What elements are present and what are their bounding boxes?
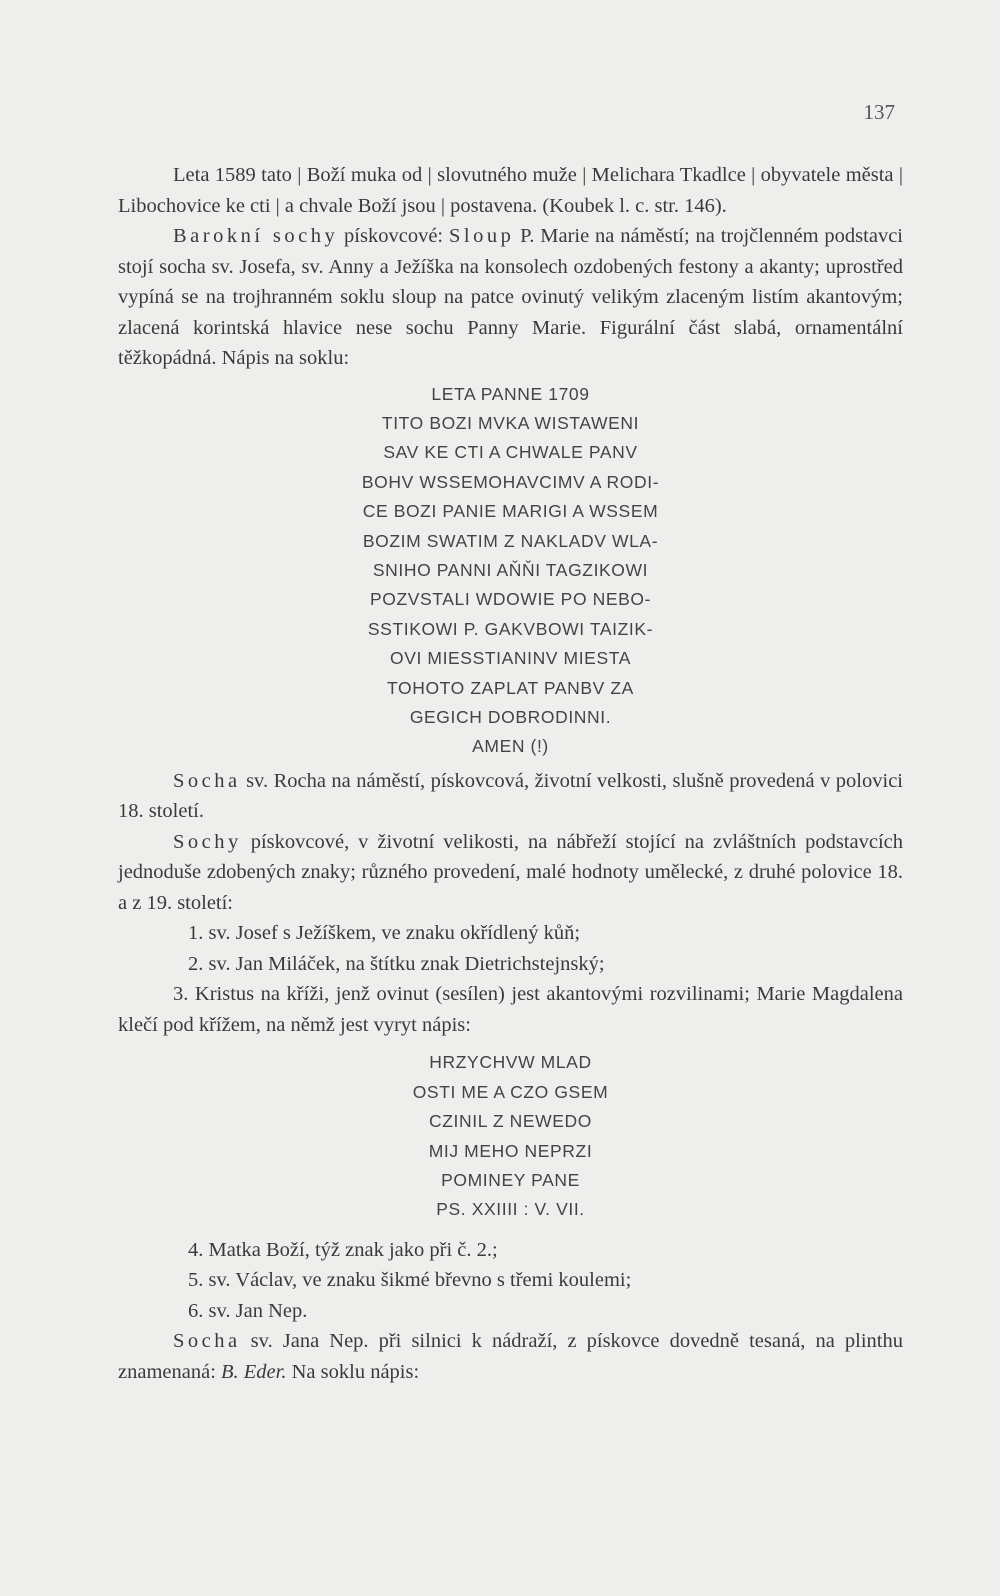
inscription-line: OVI MIESSTIANINV MIESTA	[389, 648, 631, 669]
inscription-1	[118, 380, 903, 762]
inscription-line: POZVSTALI WDOWIE PO NEBO-	[369, 589, 652, 610]
paragraph-2	[118, 221, 903, 374]
signature: B. Eder.	[221, 1360, 287, 1383]
list-item: 2. sv. Jan Miláček, na štítku znak Dietrichstejnský;	[188, 952, 605, 975]
inscription-line: GEGICH DOBRODINNI.	[409, 706, 612, 727]
spaced-heading: Socha	[173, 1330, 241, 1353]
body-text	[118, 160, 903, 1387]
spaced-heading: Socha	[173, 769, 241, 792]
inscription-line: TITO BOZI MVKA WISTAWENI	[381, 412, 640, 433]
inscription-line: BOZIM SWATIM Z NAKLADV WLA-	[362, 530, 659, 551]
list-item: 1. sv. Josef s Ježíškem, ve znaku okřídlený kůň;	[188, 922, 581, 945]
inscription-line: PS. XXIIII : V. VII.	[436, 1199, 585, 1220]
list-item: 4. Matka Boží, týž znak jako při č. 2.;	[188, 1238, 498, 1261]
text-run: sv. Jana Nep. při silnici k nádraží, z pískovce dovedně tesaná, na plinthu znamenaná:	[118, 1330, 903, 1383]
list-item-3: 3. Kristus na kříži, jenž ovinut (sesílen) jest akantovými rozvilinami; Marie Magdalena klečí pod křížem, na němž jest vyryt nápis:	[118, 983, 903, 1036]
text-run: pískovcové, v životní velikosti, na nábřeží stojící na zvláštních podstavcích jednoduše zdobených znaky; různého provedení, malé hodnoty umělecké, z druhé polovice 18. a z 19. století:	[118, 830, 903, 914]
paragraph-1: Leta 1589 tato | Boží muka od | slovutného muže | Melichara Tkadlce | obyvatele města | Libochovice ke cti | a chvale Boží jsou | postavena. (Koubek l. c. str. 146).	[118, 164, 903, 217]
list-item: 6. sv. Jan Nep.	[188, 1299, 308, 1322]
inscription-line: CZINIL Z NEWEDO	[429, 1111, 592, 1132]
inscription-line: OSTI ME A CZO GSEM	[412, 1081, 609, 1102]
paragraph-4	[118, 827, 903, 919]
inscription-line: AMEN (!)	[472, 736, 549, 757]
inscription-line: POMINEY PANE	[441, 1169, 580, 1190]
spaced-heading: Sochy	[173, 830, 242, 853]
spaced-heading: Barokní sochy	[173, 225, 339, 247]
list-item: 5. sv. Václav, ve znaku šikmé břevno s třemi koulemi;	[188, 1269, 632, 1292]
inscription-line: SNIHO PANNI AŇŇI TAGZIKOWI	[372, 559, 649, 580]
inscription-line: LETA PANNE 1709	[431, 383, 590, 404]
text-run: P. Marie na náměstí; na trojčlenném podstavci stojí socha sv. Josefa, sv. Anny a Ježíška na konsolech ozdobených festony a akanty; uprostřed vypíná se na trojhranném soklu sloup na patce ovinutý velikým zlaceným listím akantovým; zlacená korintská hlavice nese sochu Panny Marie. Figurální část slabá, ornamentální těžkopádná. Nápis na soklu:	[118, 225, 903, 369]
inscription-line: CE BOZI PANIE MARIGI A WSSEM	[362, 501, 659, 522]
paragraph-5	[118, 1326, 903, 1387]
inscription-line: HRZYCHVW MLAD	[429, 1052, 592, 1073]
inscription-line: BOHV WSSEMOHAVCIMV A RODI-	[361, 471, 660, 492]
text-run: Na soklu nápis:	[286, 1360, 420, 1383]
spaced-heading: Sloup	[448, 225, 515, 247]
page-number: 137	[863, 100, 895, 124]
inscription-line: TOHOTO ZAPLAT PANBV ZA	[387, 677, 634, 698]
inscription-line: MIJ MEHO NEPRZI	[428, 1140, 593, 1161]
text-run: sv. Rocha na náměstí, pískovcová, životní velkosti, slušně provedená v polovici 18. století.	[118, 769, 903, 823]
paragraph-3	[118, 766, 903, 827]
inscription-line: SSTIKOWI P. GAKVBOWI TAIZIK-	[367, 618, 654, 639]
text-run: pískovcové:	[338, 225, 449, 247]
inscription-2	[118, 1048, 903, 1224]
inscription-line: SAV KE CTI A CHWALE PANV	[383, 442, 638, 463]
